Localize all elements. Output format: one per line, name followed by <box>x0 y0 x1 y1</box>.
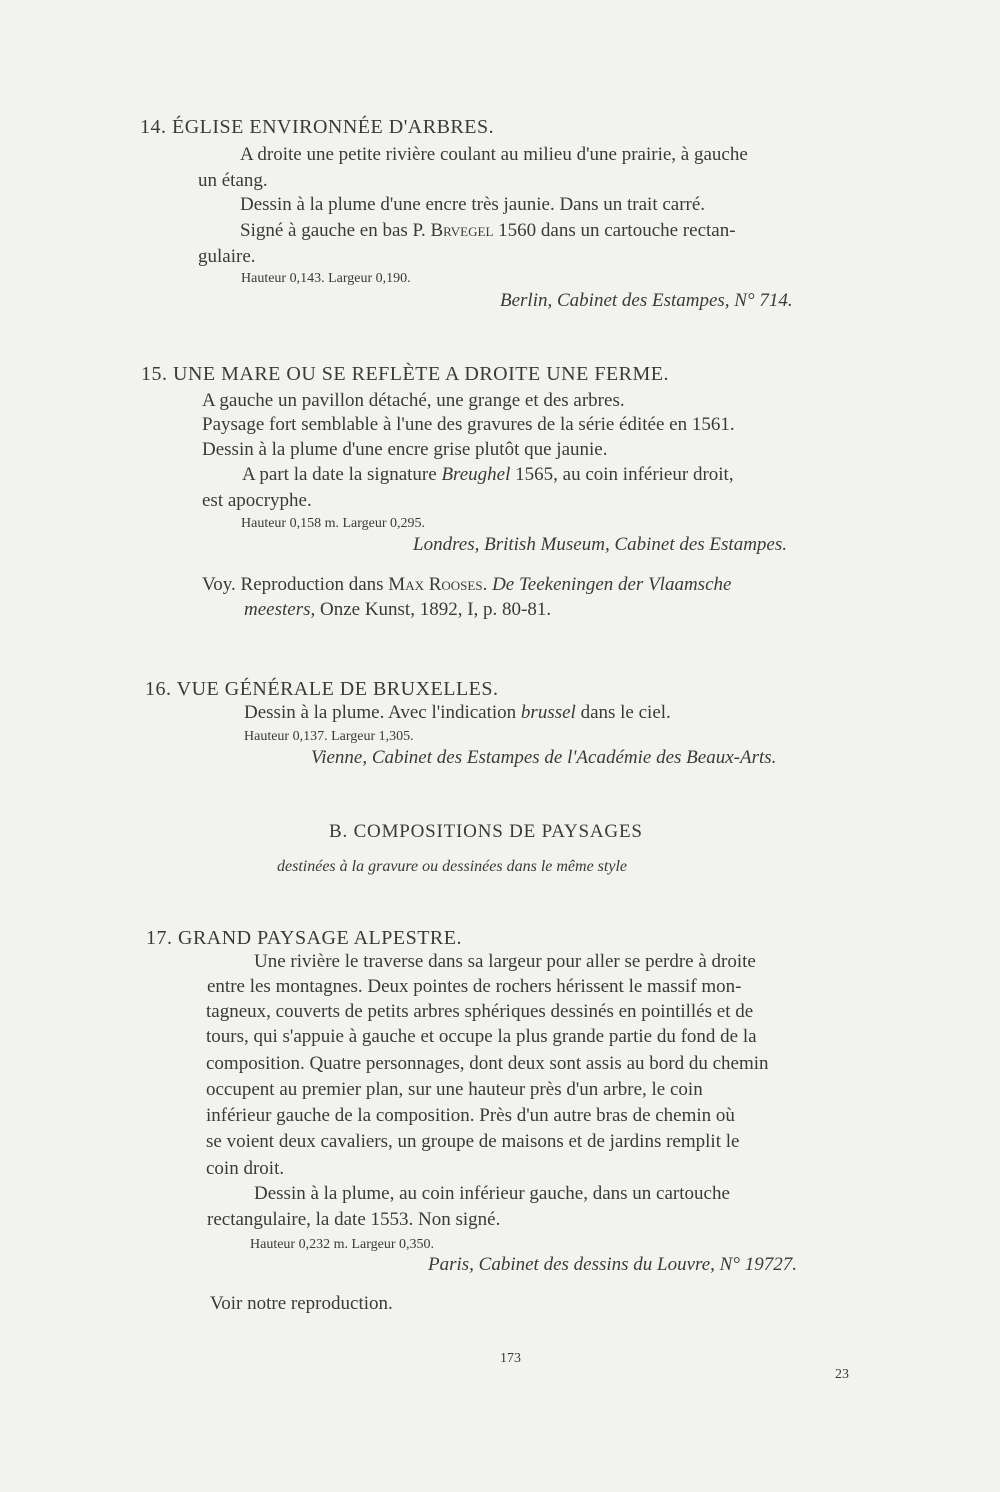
page-number: 173 <box>500 1351 521 1366</box>
entry-number: 16. <box>145 678 172 700</box>
entry-17-line-8: se voient deux cavaliers, un groupe de maisons et de jardins remplit le <box>206 1131 740 1152</box>
entry-15-location: Londres, British Museum, Cabinet des Estampes. <box>413 534 788 555</box>
entry-15-line-4: A part la date la signature Breughel 1565, au coin inférieur droit, <box>242 464 734 485</box>
entry-15-line-5: est apocryphe. <box>202 490 312 511</box>
entry-17-line-10: Dessin à la plume, au coin inférieur gauche, dans un cartouche <box>254 1183 730 1204</box>
entry-17-line-4: tours, qui s'appuie à gauche et occupe la plus grande partie du fond de la <box>206 1026 757 1047</box>
entry-14-line-3: Dessin à la plume d'une encre très jaunie. Dans un trait carré. <box>240 194 706 215</box>
signature-mark: 23 <box>835 1367 849 1382</box>
entry-15-heading <box>141 362 669 386</box>
entry-14-location: Berlin, Cabinet des Estampes, N° 714. <box>500 290 793 311</box>
entry-16-location: Vienne, Cabinet des Estampes de l'Académie des Beaux-Arts. <box>311 747 777 768</box>
entry-16-heading <box>145 677 499 701</box>
entry-number: 14. <box>140 116 167 138</box>
entry-17-line-7: inférieur gauche de la composition. Près d'un autre bras de chemin où <box>206 1105 735 1126</box>
entry-15-line-3: Dessin à la plume d'une encre grise plutôt que jaunie. <box>202 439 608 460</box>
entry-17-line-2: entre les montagnes. Deux pointes de rochers hérissent le massif mon- <box>207 976 742 997</box>
entry-16-line-1: Dessin à la plume. Avec l'indication brussel dans le ciel. <box>244 702 671 723</box>
entry-17-line-3: tagneux, couverts de petits arbres sphériques dessinés en pointillés et de <box>206 1001 754 1022</box>
entry-16-dimensions: Hauteur 0,137. Largeur 1,305. <box>244 729 414 744</box>
entry-17-line-6: occupent au premier plan, sur une hauteur près d'un arbre, le coin <box>206 1079 703 1100</box>
entry-15-reference-line-1: Voy. Reproduction dans Max Rooses. De Teekeningen der Vlaamsche <box>202 574 732 595</box>
entry-15-dimensions: Hauteur 0,158 m. Largeur 0,295. <box>241 516 426 531</box>
section-subtitle: destinées à la gravure ou dessinées dans le même style <box>277 858 627 875</box>
entry-number: 15. <box>141 363 168 385</box>
entry-14-dimensions: Hauteur 0,143. Largeur 0,190. <box>241 271 411 286</box>
reference-title: De Teekeningen der Vlaamsche <box>492 574 732 595</box>
entry-14-heading <box>140 115 494 139</box>
entry-15-reference-line-2: meesters, Onze Kunst, 1892, I, p. 80-81. <box>244 599 552 620</box>
entry-title: GRAND PAYSAGE ALPESTRE. <box>178 927 462 949</box>
entry-17-location: Paris, Cabinet des dessins du Louvre, N° 19727. <box>428 1254 797 1275</box>
entry-17-line-9: coin droit. <box>206 1158 285 1179</box>
entry-14-line-4: Signé à gauche en bas P. Brvegel 1560 dans un cartouche rectan- <box>240 220 736 241</box>
signature-name: Breughel <box>441 464 511 485</box>
section-title: B. COMPOSITIONS DE PAYSAGES <box>329 821 643 842</box>
entry-17-heading <box>146 926 462 950</box>
entry-title: UNE MARE OU SE REFLÈTE A DROITE UNE FERME. <box>173 363 669 385</box>
entry-14-line-1: A droite une petite rivière coulant au milieu d'une prairie, à gauche <box>240 144 748 165</box>
entry-15-line-2: Paysage fort semblable à l'une des gravures de la série éditée en 1561. <box>202 414 735 435</box>
signature-name: Brvegel <box>430 220 494 241</box>
entry-title: ÉGLISE ENVIRONNÉE D'ARBRES. <box>172 116 495 138</box>
entry-title: VUE GÉNÉRALE DE BRUXELLES. <box>176 678 499 700</box>
entry-17-line-11: rectangulaire, la date 1553. Non signé. <box>207 1209 501 1230</box>
entry-17-note: Voir notre reproduction. <box>210 1293 393 1314</box>
entry-14-line-2: un étang. <box>198 170 268 191</box>
entry-17-line-5: composition. Quatre personnages, dont deux sont assis au bord du chemin <box>206 1053 769 1074</box>
inscription: brussel <box>520 702 576 723</box>
entry-17-line-1: Une rivière le traverse dans sa largeur pour aller se perdre à droite <box>254 951 756 972</box>
entry-15-line-1: A gauche un pavillon détaché, une grange et des arbres. <box>202 390 625 411</box>
entry-14-line-5: gulaire. <box>198 246 256 267</box>
reference-author: Max Rooses. <box>388 574 488 595</box>
entry-17-dimensions: Hauteur 0,232 m. Largeur 0,350. <box>250 1237 435 1252</box>
entry-number: 17. <box>146 927 173 949</box>
